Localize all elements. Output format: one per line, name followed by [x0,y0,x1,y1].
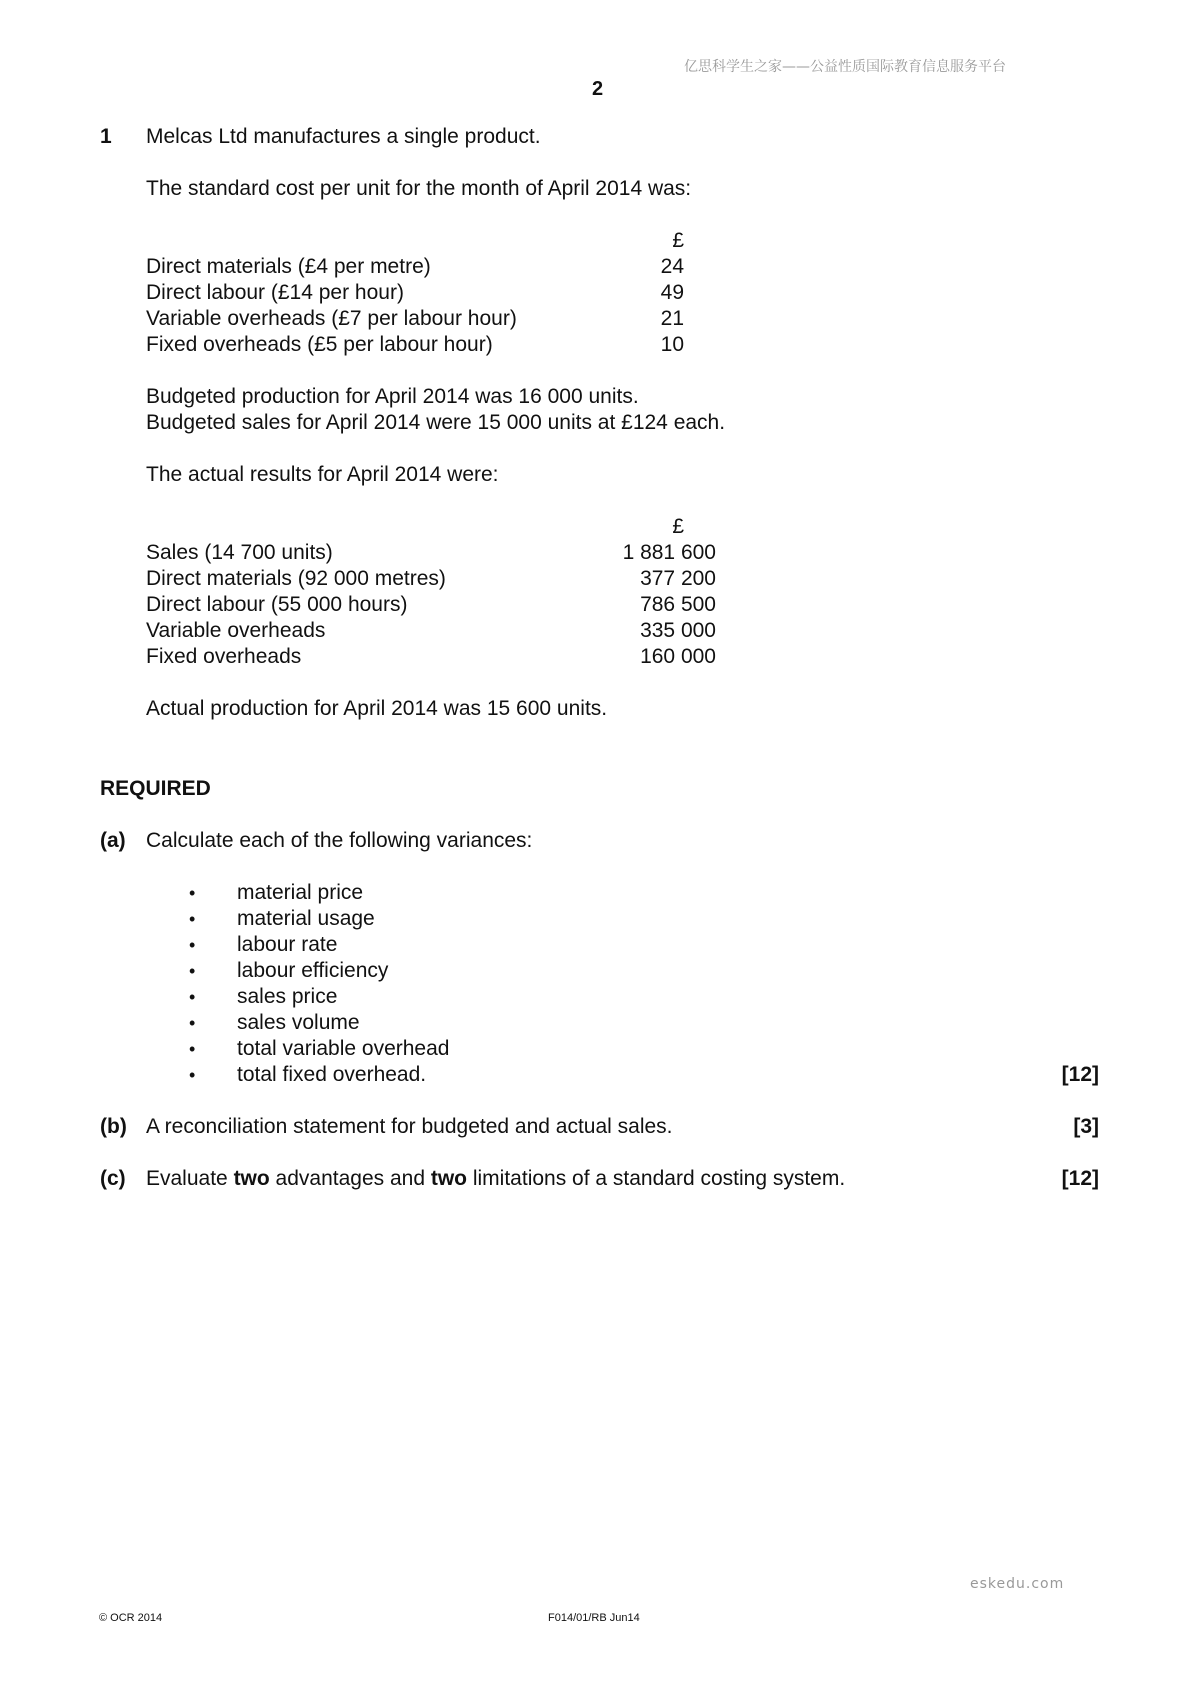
cost-label: Direct labour (£14 per hour) [146,281,404,304]
result-value: 1 881 600 [622,541,716,564]
actual-currency-row [146,515,684,541]
result-label: Variable overheads [146,619,326,642]
table-row [146,255,684,281]
cost-label: Fixed overheads (£5 per labour hour) [146,333,493,356]
table-row [146,645,716,671]
part-c-bold-2: two [430,1167,468,1190]
cost-label: Direct materials (£4 per metre) [146,255,431,278]
cost-label: Variable overheads (£7 per labour hour) [146,307,517,330]
part-c-marks: [12] [1061,1167,1099,1190]
list-item: material price [237,881,364,904]
actual-results-intro: The actual results for April 2014 were: [146,463,499,486]
part-a-label: (a) [100,829,126,852]
list-item: sales price [237,985,338,1008]
footer-copyright: © OCR 2014 [99,1612,163,1624]
list-item: material usage [237,907,375,930]
question-number: 1 [100,125,112,148]
bullet-icon: • [189,935,196,955]
table-row [146,593,716,619]
currency-header: £ [672,515,684,538]
result-label: Direct materials (92 000 metres) [146,567,446,590]
cost-value: 21 [660,307,684,330]
part-a-marks: [12] [1061,1063,1099,1086]
table-row [146,619,716,645]
part-c-bold-1: two [233,1167,270,1190]
result-value: 335 000 [640,619,716,642]
part-b-label: (b) [100,1115,127,1138]
result-value: 160 000 [640,645,716,668]
list-item: sales volume [237,1011,360,1034]
bullet-icon: • [189,1039,196,1059]
footer-code: F014/01/RB Jun14 [548,1612,640,1624]
part-a-text: Calculate each of the following variances: [146,829,533,852]
table-row [146,281,684,307]
bullet-icon: • [189,987,196,1007]
cost-value: 10 [660,333,684,356]
header-watermark: 亿思科学生之家——公益性质国际教育信息服务平台 [684,59,1006,75]
result-value: 377 200 [640,567,716,590]
result-value: 786 500 [640,593,716,616]
part-c-text-2: advantages and [269,1167,431,1190]
budget-sales-line: Budgeted sales for April 2014 were 15 000 units at £124 each. [146,411,726,434]
standard-cost-currency-row [146,229,684,255]
standard-cost-intro: The standard cost per unit for the month of April 2014 was: [146,177,692,200]
part-c-text-1: Evaluate [146,1167,234,1190]
part-c-text-3: limitations of a standard costing system. [467,1167,846,1190]
part-c-text [146,1167,845,1191]
bullet-icon: • [189,961,196,981]
result-label: Fixed overheads [146,645,302,668]
bullet-icon: • [189,909,196,929]
part-b-text: A reconciliation statement for budgeted and actual sales. [146,1115,673,1138]
result-label: Sales (14 700 units) [146,541,333,564]
table-row [146,541,716,567]
table-row [146,567,716,593]
site-watermark: eskedu.com [970,1576,1065,1592]
table-row [146,307,684,333]
bullet-icon: • [189,1065,196,1085]
actual-production-line: Actual production for April 2014 was 15 600 units. [146,697,608,720]
list-item: labour efficiency [237,959,389,982]
table-row [146,333,684,359]
part-b-marks: [3] [1073,1115,1099,1138]
question-intro: Melcas Ltd manufactures a single product. [146,125,541,148]
cost-value: 24 [660,255,684,278]
required-heading: REQUIRED [100,777,211,800]
part-c-label: (c) [100,1167,126,1190]
budget-production-line: Budgeted production for April 2014 was 16 000 units. [146,385,639,408]
list-item: total fixed overhead. [237,1063,427,1086]
bullet-icon: • [189,1013,196,1033]
result-label: Direct labour (55 000 hours) [146,593,408,616]
bullet-icon: • [189,883,196,903]
currency-header: £ [672,229,684,252]
list-item: labour rate [237,933,338,956]
list-item: total variable overhead [237,1037,450,1060]
cost-value: 49 [660,281,684,304]
page-number: 2 [592,78,604,100]
